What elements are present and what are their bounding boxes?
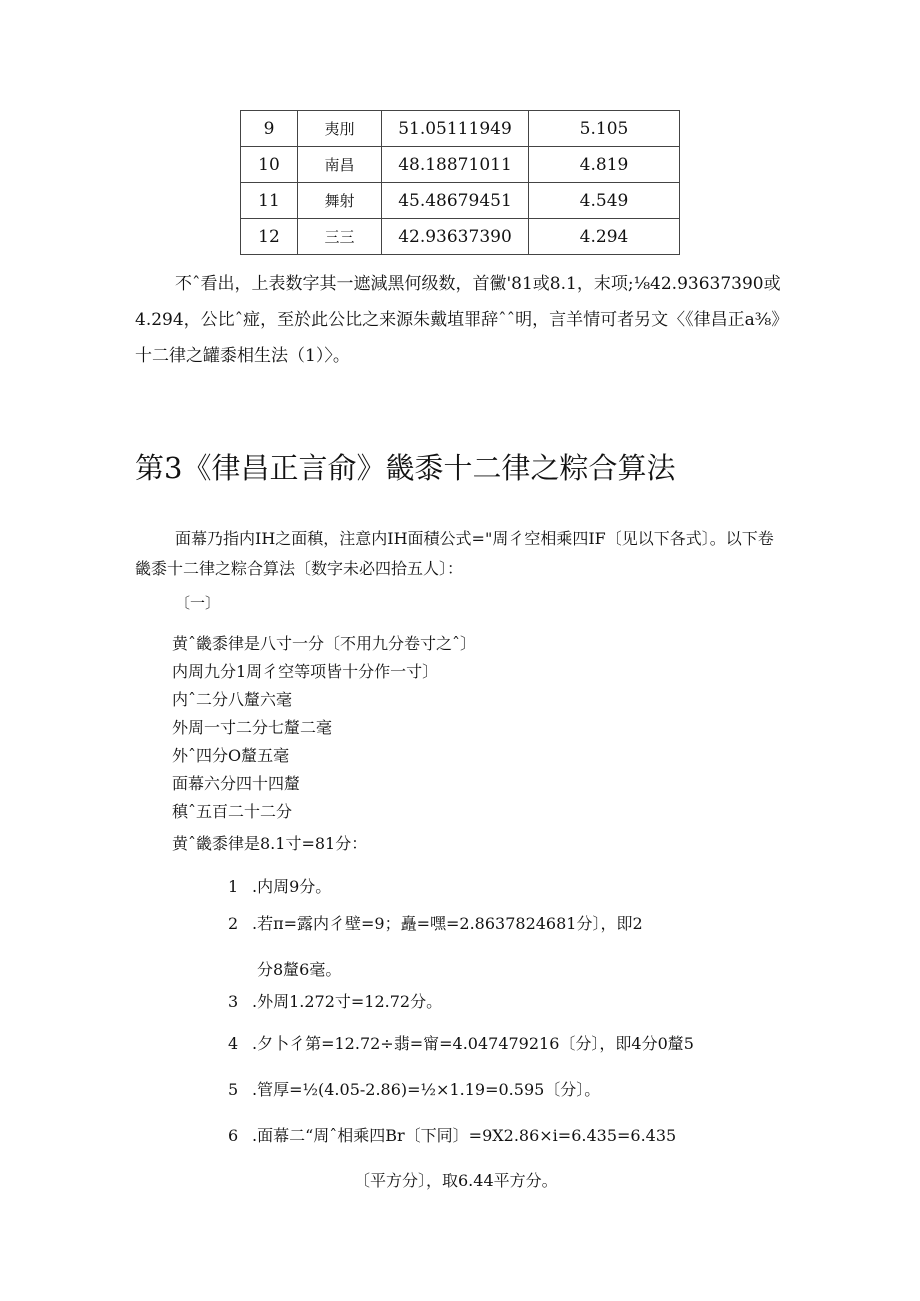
table-cell-name: 南昌 (298, 147, 382, 183)
calculation-step (228, 911, 643, 934)
list-item: 内ˆ二分八釐六毫 (172, 690, 293, 709)
table-cell-value: 48.18871011 (382, 147, 529, 183)
step-text: .面幕二“周ˆ相乘四Br〔下同〕=9X2.86×i=6.435=6.435 (252, 1126, 677, 1145)
calculation-step-continued (257, 957, 341, 980)
list-item: 黄ˆ畿黍律是八寸一分〔不用九分卷寸之ˆ〕 (172, 634, 477, 653)
step-text: .若π=露内彳壁=9；矗=嘿=2.8637824681分〕，即2 (252, 914, 643, 933)
paragraph-text: 不ˆ看出，上表数字其一遮減黑何级数，首黴'81或8.1，末项;⅛42.93637390或4.294，公比ˆ痖，至於此公比之来源朱戴埴罪辞ˆˆ明，言羊情可者另文〈《律昌正a⅜》十二律之罐黍相生法（1）〉。 (135, 274, 781, 366)
table-cell-name: 夷刖 (298, 111, 382, 147)
step-text: 分8釐6毫。 (257, 960, 342, 979)
table-cell-index: 11 (241, 183, 298, 219)
step-number: 3 (228, 992, 239, 1011)
measurement-list (172, 630, 476, 826)
list-item: 稹ˆ五百二十二分 (172, 802, 293, 821)
paragraph-text: 面幕乃指内IH之面稹，注意内IH面積公式="周彳空相乘四IF〔见以下各式〕。以下卷畿黍十二律之粽合算法〔数字未必四拾五人〕： (135, 529, 774, 578)
table-row (241, 183, 680, 219)
list-item: 外ˆ四分O釐五毫 (172, 746, 290, 765)
table-cell-rounded: 4.549 (529, 183, 680, 219)
table-row (241, 147, 680, 183)
list-item: 外周一寸二分七釐二毫 (172, 718, 333, 737)
step-number: 4 (228, 1034, 239, 1053)
pitch-table (240, 110, 680, 255)
step-text: .外周1.272寸=12.72分。 (252, 992, 443, 1011)
calculation-step (228, 874, 331, 897)
step-text: 〔平方分〕，取6.44平方分。 (354, 1171, 558, 1190)
calculation-step (228, 1123, 676, 1146)
table-row (241, 111, 680, 147)
calculation-step (228, 1031, 694, 1054)
step-number: 2 (228, 914, 239, 933)
step-text: .内周9分。 (252, 877, 332, 896)
table-row (241, 219, 680, 255)
subsection-label: 〔一〕 (175, 594, 221, 612)
section-heading: 第3《律昌正言俞》畿黍十二律之粽合算法 (135, 451, 676, 485)
calculation-step (228, 1077, 600, 1100)
list-item: 内周九分1周彳空等项皆十分作一寸〕 (172, 662, 439, 681)
step-number: 6 (228, 1126, 239, 1145)
step-text: .夕卜彳第=12.72÷翡=甯=4.047479216〔分〕，即4分0釐5 (252, 1034, 694, 1053)
table-cell-name: 三三 (298, 219, 382, 255)
table-cell-value: 51.05111949 (382, 111, 529, 147)
calculation-lead: 黄ˆ畿黍律是8.1寸=81分： (172, 834, 368, 853)
table-cell-value: 42.93637390 (382, 219, 529, 255)
list-item: 面幕六分四十四釐 (172, 774, 301, 793)
table-cell-index: 10 (241, 147, 298, 183)
paragraph-ratio-note (135, 266, 785, 374)
table-cell-name: 舞射 (298, 183, 382, 219)
calculation-step (228, 989, 442, 1012)
step-text: .管厚=½(4.05-2.86)=½×1.19=0.595〔分〕。 (252, 1080, 601, 1099)
calculation-step-continued (354, 1168, 558, 1191)
paragraph-method-note (135, 524, 785, 584)
table-cell-rounded: 4.819 (529, 147, 680, 183)
table-cell-index: 12 (241, 219, 298, 255)
table-cell-rounded: 4.294 (529, 219, 680, 255)
step-number: 1 (228, 877, 239, 896)
table-cell-value: 45.48679451 (382, 183, 529, 219)
step-number: 5 (228, 1080, 239, 1099)
table-cell-index: 9 (241, 111, 298, 147)
table-cell-rounded: 5.105 (529, 111, 680, 147)
